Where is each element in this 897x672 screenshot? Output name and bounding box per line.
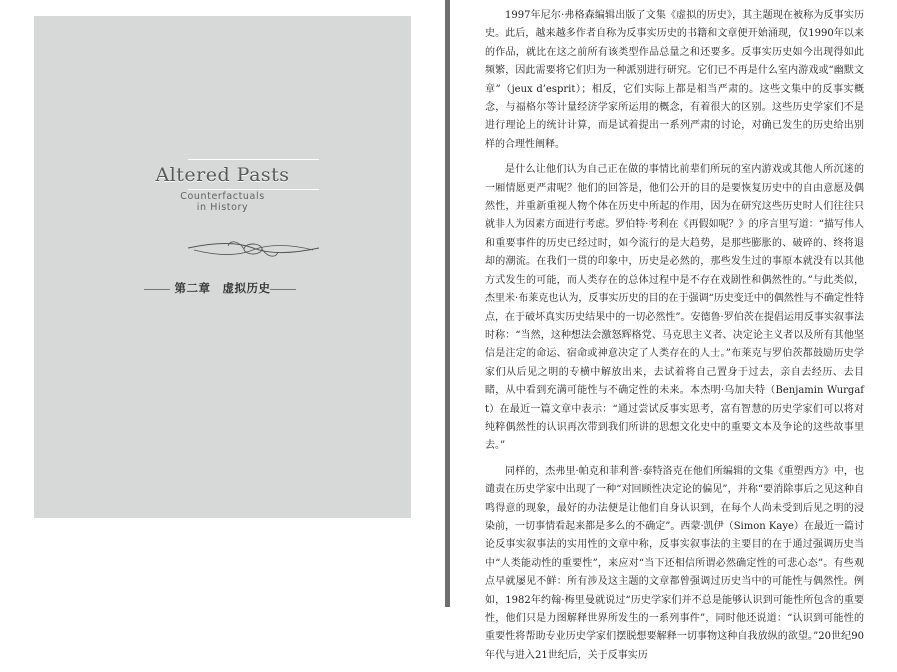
paragraph-2: 是什么让他们认为自己正在做的事情比前辈们所玩的室内游戏或其他人所沉迷的一厢情愿更严肃呢？他们的回答是，他们公开的目的是要恢复历史中的自由意愿及偶然性，并重新重视人物个体在历史中所起的作用，因为在研究这些历史时人们往往只就非人为因素方面进行考虑。罗伯特·考利在《再假如呢？》的序言里写道：“描写伟人和重要事件的历史已经过时，如今流行的是大趋势，是那些膨胀的、破碎的、终将退却的潮流。在我们一贯的印象中，历史是必然的，那些发生过的事原本就没有以其他方式发生的可能，而人类存在的总体过程中是不存在戏剧性和偶然性的。”与此类似，杰里米·布莱克也认为，反事实历史的目的在于强调“历史变迁中的偶然性与不确定性特点，在于破坏真实历史结果中的一切必然性”。安德鲁·罗伯茨在提倡运用反事实叙事法时称：“当然，这种想法会激怒辉格党、马克思主义者、决定论主义者以及所有其他坚信是注定的命运、宿命或神意决定了人类存在的人士。”布莱克与罗伯茨都鼓励历史学家们从后见之明的专横中解放出来，去试着将自己置身于过去，亲自去经历、去目睹，从中看到充满可能性与不确定性的未来。本杰明·乌加夫特（Benjamin Wurgaft）在最近一篇文章中表示：“通过尝试反事实思考，富有智慧的历史学家们可以将对纯粹偶然性的认识再次带到我们所讲的思想文化史中的重要文本及争论的这些故事里去。” xyxy=(485,164,864,452)
chapter-right-line xyxy=(270,289,296,290)
paragraph-1: 1997年尼尔·弗格森编辑出版了文集《虚拟的历史》，其主题现在被称为反事实历史。此后，越来越多作者自称为反事实历史的书籍和文章便开始涌现，仅1990年以来的作品，就比在这之前所有该类型作品总量之和还要多。反事实历史如今出现得如此频繁，因此需要将它们归为一种派别进行研究。它们已不再是什么室内游戏或“幽默文章”（jeux d’esprit）；相反，它们实际上都是相当严肃的。这些文集中的反事实概念，与福格尔等计量经济学家所运用的概念，有着很大的区别。这些历史学家们不是进行理论上的统计计算，而是试着提出一系列严肃的讨论，对确已发生的历史给出别样的合理性阐释。 xyxy=(485,10,864,150)
left-page xyxy=(0,0,445,607)
cover-chapter-label: 第二章 虚拟历史 xyxy=(174,281,271,295)
cover-subtitle-line2: in History xyxy=(196,202,249,213)
cover-chapter-row xyxy=(34,280,411,298)
cover-top-rule xyxy=(188,159,319,160)
paragraph-3: 同样的，杰弗里·帕克和菲利普·泰特洛克在他们所编辑的文集《重塑西方》中，也谴责在历史学家中出现了一种“对回顾性决定论的偏见”，并称“要消除事后之见这种自鸣得意的现象，最好的办法便是让他们自身认识到，在每个人尚未受到后见之明的浸染前，一切事情看起来都是多么的不确定”。西蒙·凯伊（Simon Kaye）在最近一篇讨论反事实叙事法的实用性的文章中称，反事实叙事法的主要目的在于通过强调历史当中“人类能动性的重要性”，来应对“当下还相信所谓必然确定性的可悲心态”。有些观点早就屡见不鲜：所有涉及这主题的文章都曾强调过历史当中的可能性与偶然性。例如，1982年约翰·梅里曼就说过“历史学家们并不总是能够认识到可能性所包含的重要性，他们只是力图解释世界所发生的一系列事件”，同时他还说道：“认识到可能性的重要性将帮助专业历史学家们摆脱想要解释一切事物这种自我放纵的欲望。”20世纪90年代与进入21世纪后，关于反事实历 xyxy=(485,465,864,661)
cover-image xyxy=(34,16,411,518)
cover-title: Altered Pasts xyxy=(155,164,290,186)
text-column xyxy=(485,7,864,672)
cover-subtitle-line1: Counterfactuals xyxy=(180,191,265,202)
cover-mid-rule xyxy=(188,189,319,190)
flourish-ornament-icon xyxy=(186,236,321,262)
right-page xyxy=(450,0,897,661)
